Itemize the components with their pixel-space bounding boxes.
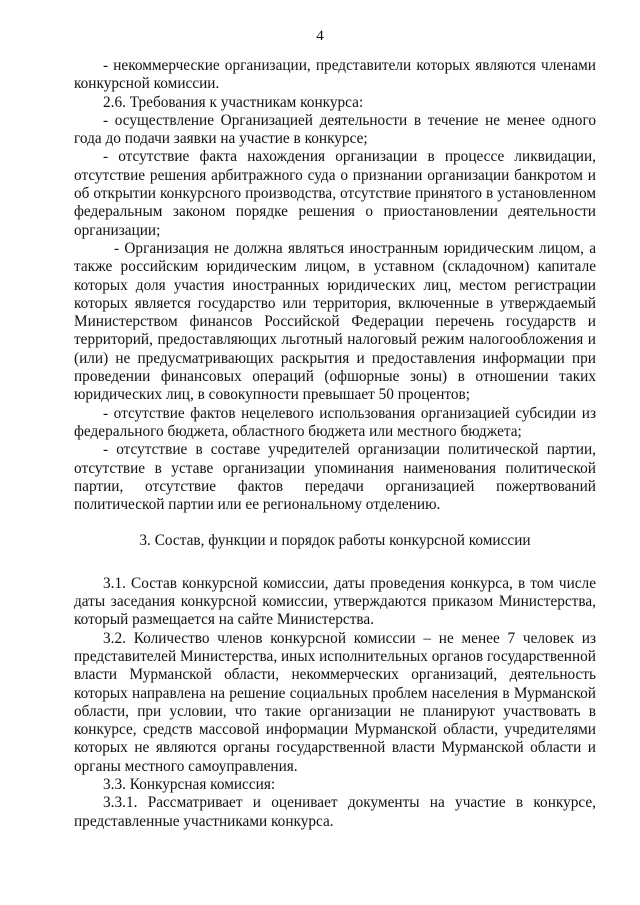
paragraph-nko-members: - некоммерческие организации, представители которых являются членами конкурсной комиссии.	[74, 57, 596, 93]
section-heading: 3. Состав, функции и порядок работы конкурсной комиссии	[139, 532, 531, 550]
paragraph-requirements-heading: 2.6. Требования к участникам конкурса:	[103, 93, 364, 111]
paragraph-3-3-1: 3.3.1. Рассматривает и оценивает документы на участие в конкурсе, представленные участниками конкурса.	[74, 794, 596, 830]
paragraph-no-political-party: - отсутствие в составе учредителей организации политической партии, отсутствие в уставе организации упоминания наименования политической партии, отсутствие фактов передачи организацией пожертвований политической партии или ее региональному отделению.	[74, 441, 596, 514]
paragraph-3-3: 3.3. Конкурсная комиссия:	[103, 775, 276, 793]
paragraph-3-2: 3.2. Количество членов конкурсной комиссии – не менее 7 человек из представителей Министерства, иных исполнительных органов государственной власти Мурманской области, некоммерческих организаций, деятельность которых направлена на решение социальных проблем населения в Мурманской области, при условии, что такие организации не планируют участвовать в конкурсе, средств массовой информации Мурманской области, учредителями которых не являются органы государственной власти Мурманской области и органы местного самоуправления.	[74, 629, 596, 775]
paragraph-3-1: 3.1. Состав конкурсной комиссии, даты проведения конкурса, в том числе даты заседания конкурсной комиссии, утверждаются приказом Министерства, который размещается на сайте Министерства.	[74, 574, 596, 629]
paragraph-activity-period: - осуществление Организацией деятельности в течение не менее одного года до подачи заявки на участие в конкурсе;	[74, 111, 596, 148]
page-number: 4	[316, 28, 324, 44]
paragraph-no-misuse: - отсутствие фактов нецелевого использования организацией субсидии из федерального бюджета, областного бюджета или местного бюджета;	[74, 404, 596, 440]
document-body	[74, 57, 596, 831]
paragraph-not-foreign: - Организация не должна являться иностранным юридическим лицом, а также российским юридическим лицом, в уставном (складочном) капитале которых доля участия иностранных юридических лиц, местом регистрации которых является государство или территория, включенные в утверждаемый Министерством финансов Российской Федерации перечень государств и территорий, предоставляющих льготный налоговый режим налогообложения и (или) не предусматривающих раскрытия и предоставления информации при проведении финансовых операций (офшорные зоны) в отношении таких юридических лиц, в совокупности превышает 50 процентов;	[74, 239, 596, 404]
paragraph-no-liquidation: - отсутствие факта нахождения организации в процессе ликвидации, отсутствие решения арбитражного суда о признании организации банкротом и об открытии конкурсного производства, отсутствие принятого в установленном федеральным законом порядке решения о приостановлении деятельности организации;	[74, 148, 596, 239]
